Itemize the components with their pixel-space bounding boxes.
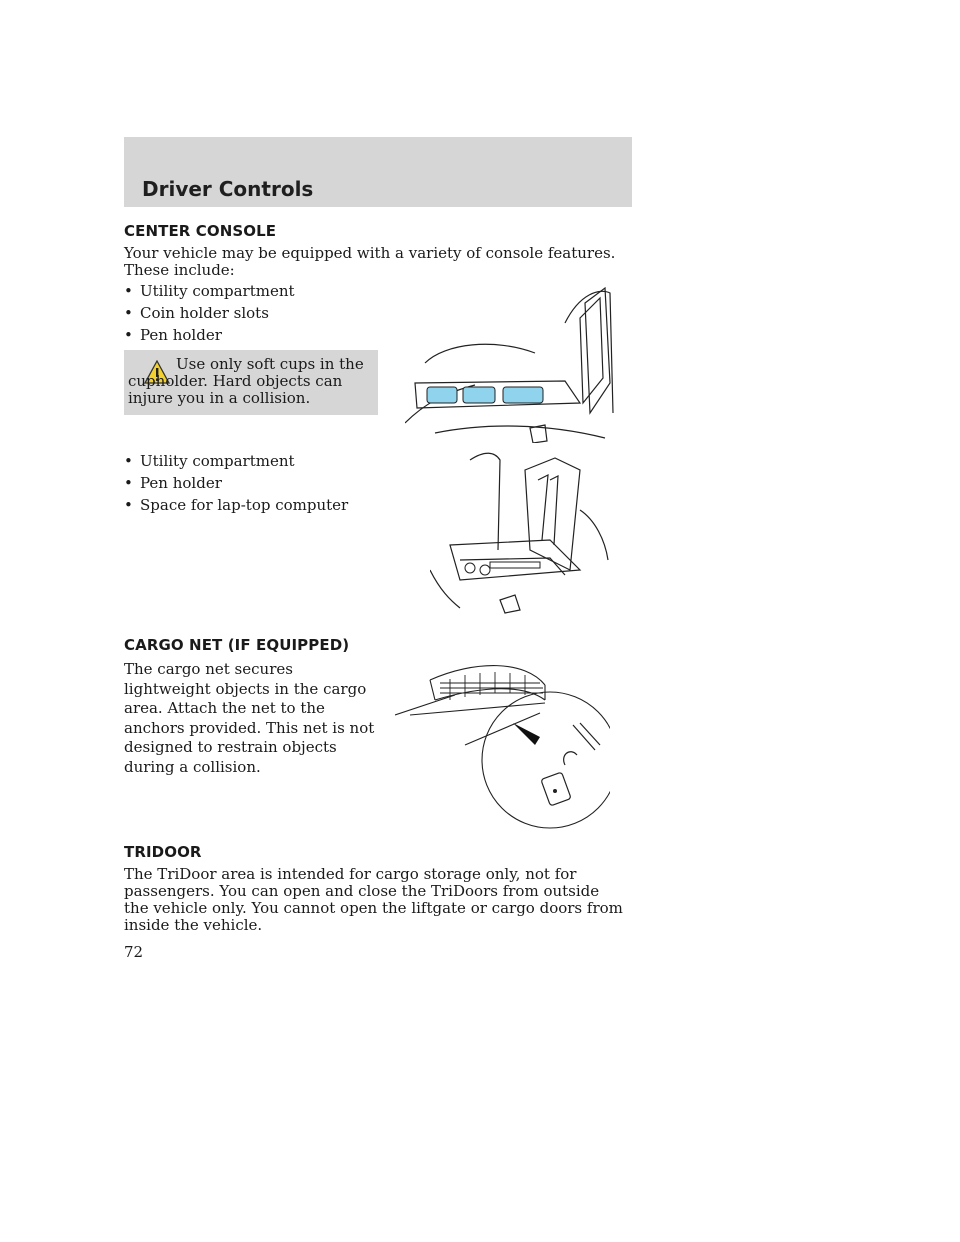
center-console-heading: CENTER CONSOLE [124, 222, 277, 240]
console-cupholder-illustration [405, 283, 617, 443]
header-band [124, 137, 632, 207]
console-feature-list-1 [124, 283, 295, 349]
list-item: • Utility compartment [124, 282, 295, 300]
center-console-intro: Your vehicle may be equipped with a variety of console features. These include: [124, 244, 616, 279]
warning-box [124, 350, 378, 415]
list-item: • Coin holder slots [124, 304, 269, 322]
warning-text: Use only soft cups in the cupholder. Hard objects can injure you in a collision. [128, 355, 364, 407]
list-item: • Utility compartment [124, 452, 295, 470]
list-item: • Space for lap-top computer [124, 496, 349, 514]
console-laptop-illustration [430, 450, 610, 615]
cargo-net-heading: CARGO NET (IF EQUIPPED) [124, 636, 350, 654]
cargo-net-text: The cargo net secures lightweight objects in the cargo area. Attach the net to the anchors provided. This net is not designed to restrain objects during a collision. [124, 660, 375, 776]
console-feature-list-2 [124, 453, 348, 519]
cargo-net-illustration [395, 655, 610, 830]
tridoor-text: The TriDoor area is intended for cargo storage only, not for passengers. You can open and close the TriDoors from outside the vehicle only. You cannot open the liftgate or cargo doors from inside the vehicle. [124, 865, 623, 934]
list-item: • Pen holder [124, 474, 222, 492]
list-item: • Pen holder [124, 326, 222, 344]
page-title: Driver Controls [142, 177, 314, 201]
page-number: 72 [124, 943, 144, 961]
tridoor-heading: TRIDOOR [124, 843, 202, 861]
